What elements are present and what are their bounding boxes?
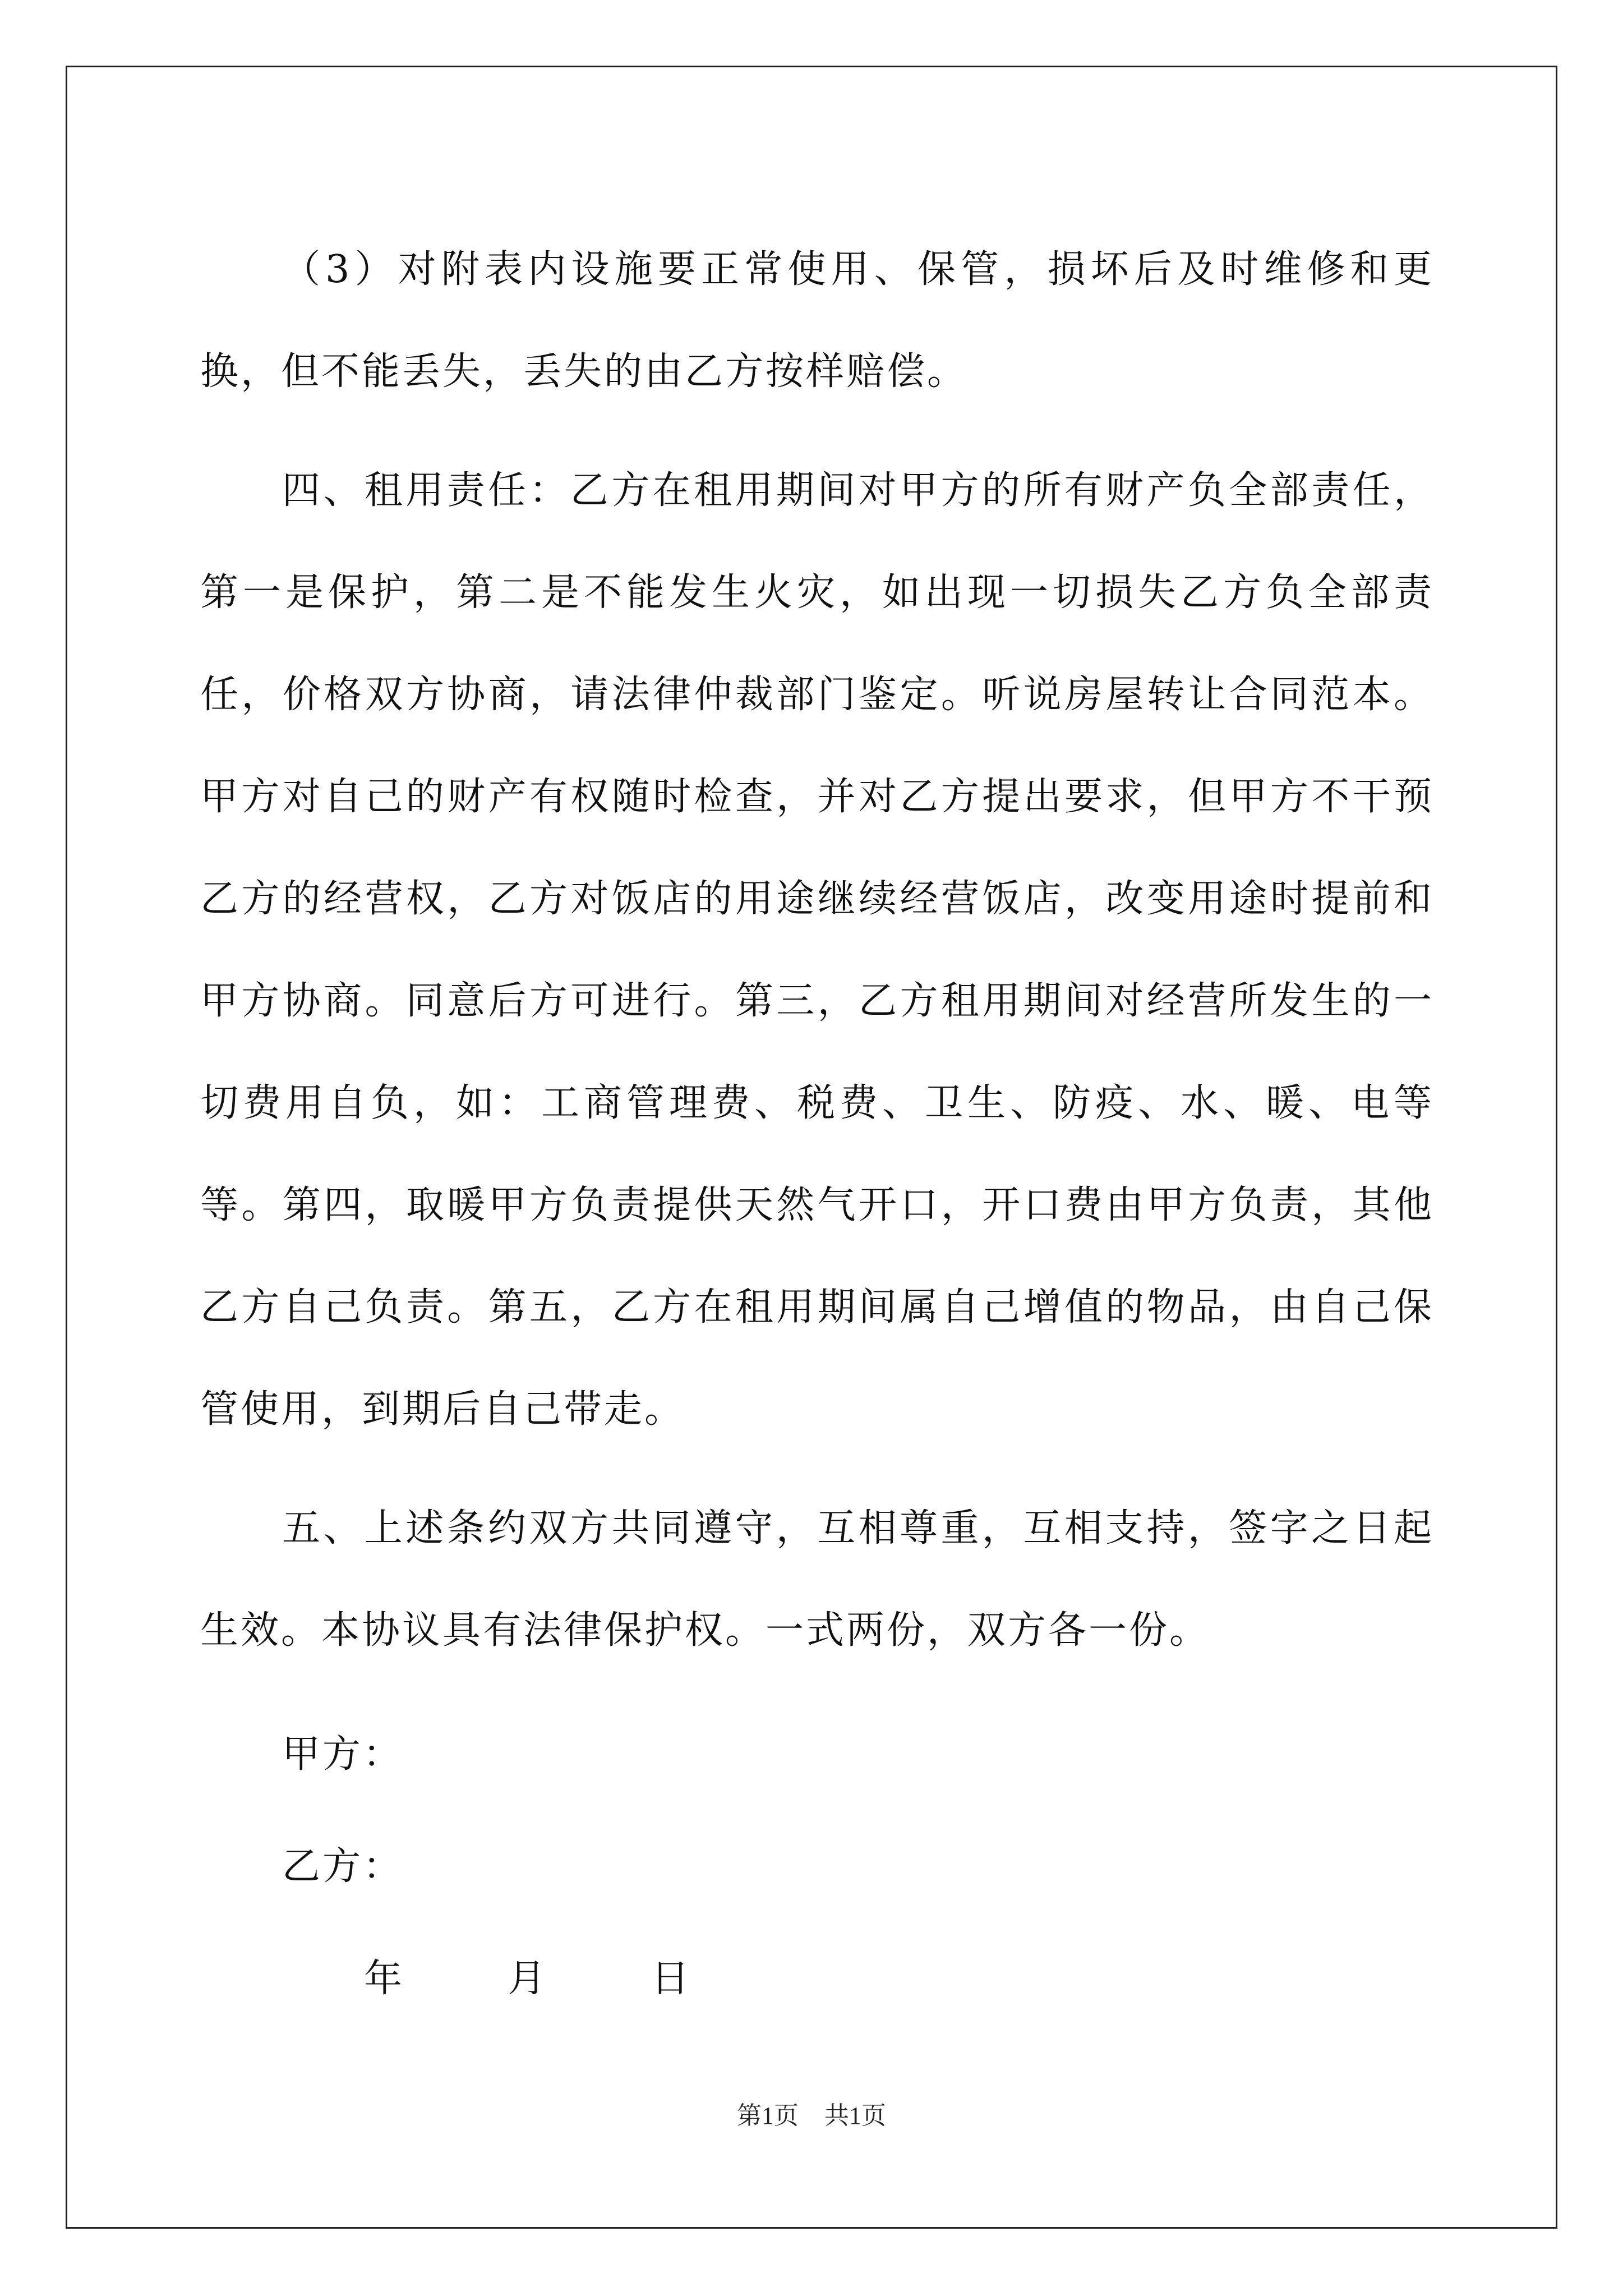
page-number-total: 共1页	[824, 2102, 886, 2129]
party-a-signature-label: 甲方：	[282, 1732, 404, 1777]
date-line	[200, 1923, 1434, 2035]
paragraph-facilities: （3）对附表内设施要正常使用、保管，损坏后及时维修和更换，但不能丢失，丢失的由乙方按样赔偿。	[200, 247, 1434, 394]
paragraph-lease-responsibility: 四、租用责任：乙方在租用期间对甲方的所有财产负全部责任，第一是保护，第二是不能发生火灾，如出现一切损失乙方负全部责任，价格双方协商，请法律仲裁部门鉴定。听说房屋转让合同范本。甲方对自己的财产有权随时检查，并对乙方提出要求，但甲方不干预乙方的经营权，乙方对饭店的用途继续经营饭店，改变用途时提前和甲方协商。同意后方可进行。第三，乙方租用期间对经营所发生的一切费用自负，如：工商管理费、税费、卫生、防疫、水、暖、电等等。第四，取暖甲方负责提供天然气开口，开口费由甲方负责，其他乙方自己负责。第五，乙方在租用期间属自己增值的物品，由自己保管使用，到期后自己带走。	[200, 468, 1434, 1432]
date-day-label: 日	[651, 1957, 692, 2001]
date-month-label: 月	[508, 1957, 548, 2001]
party-b-signature-label: 乙方：	[282, 1844, 404, 1889]
paragraph-effectiveness: 五、上述条约双方共同遵守，互相尊重，互相支持，签字之日起生效。本协议具有法律保护权。一式两份，双方各一份。	[200, 1506, 1434, 1653]
document-body	[200, 219, 1434, 2035]
page-number-current: 第1页	[737, 2102, 799, 2129]
page-footer	[0, 2095, 1623, 2131]
date-year-label: 年	[364, 1957, 405, 2001]
